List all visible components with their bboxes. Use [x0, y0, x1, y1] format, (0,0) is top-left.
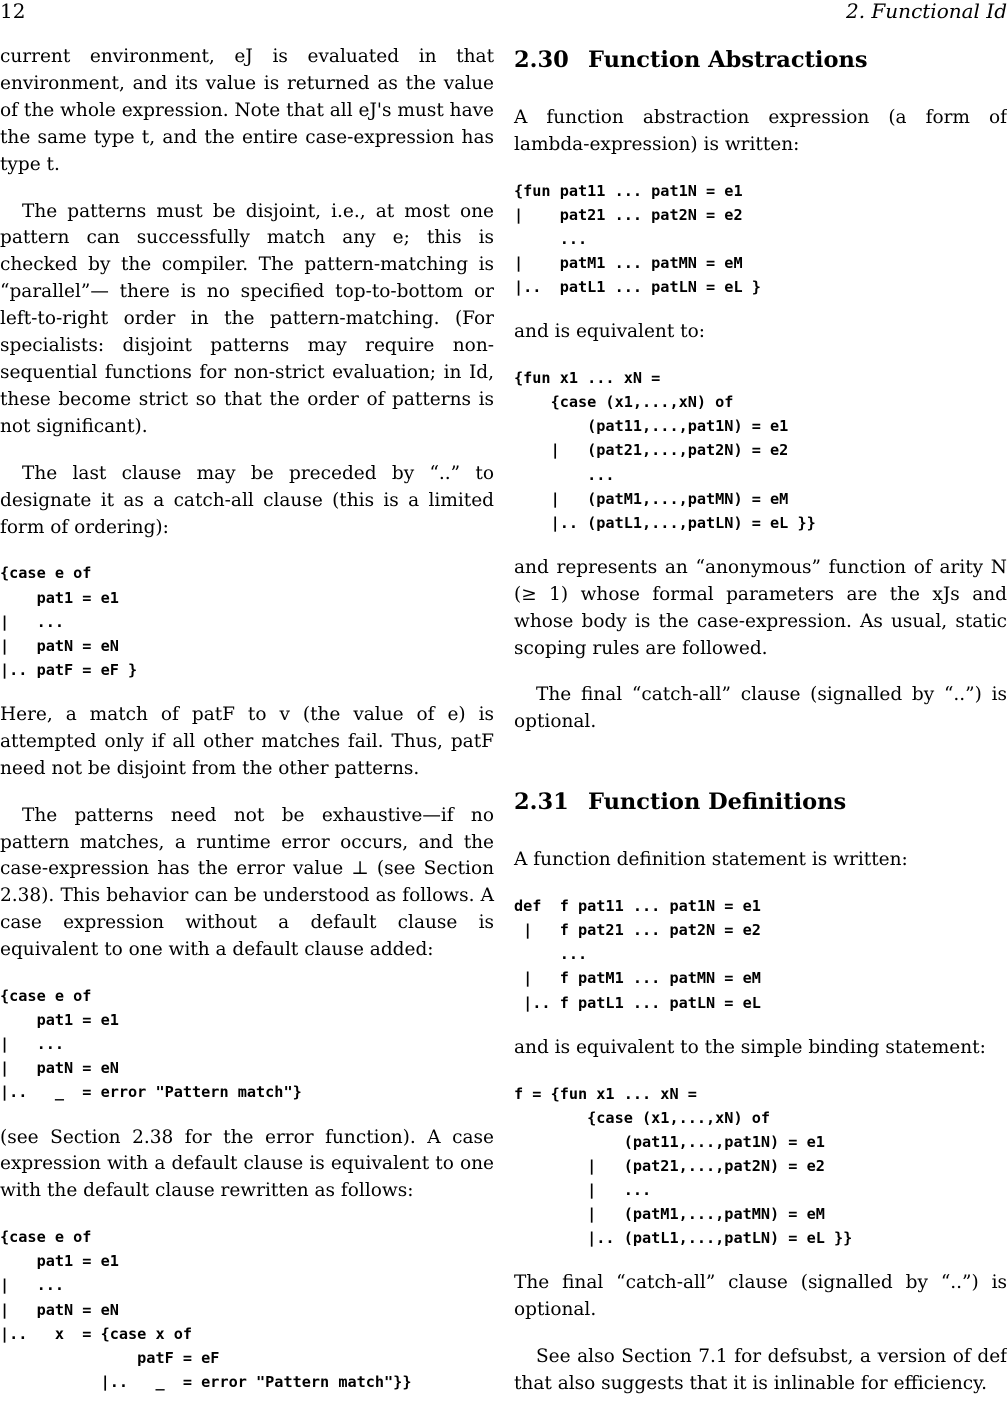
paragraph: The final “catch-all” clause (signalled by “..”) is optional. — [514, 684, 1007, 733]
paragraph: The last clause may be preceded by “..” to designate it as a catch-all clause (this is a limited form of ordering): — [0, 462, 494, 538]
right-column — [514, 44, 1007, 1418]
code-block: {case e of pat1 = e1 | ... | patN = eN |.. x = {case x of patF = eF |.. _ = error "Pattern match"}} — [0, 1228, 412, 1391]
section-number: 2.31 — [514, 789, 569, 816]
paragraph: A function abstraction expression (a form of lambda-expression) is written: — [514, 107, 1007, 155]
section-title: Function Abstractions — [588, 47, 868, 73]
page-number: 12 — [0, 0, 26, 23]
section-title: Function Definitions — [588, 789, 847, 816]
left-column — [0, 44, 494, 1414]
section-heading — [514, 46, 1007, 74]
section-heading — [514, 788, 1007, 816]
paragraph: See also Section 7.1 for defsubst, a version of def that also suggests that it is inlinable for efficiency. — [514, 1346, 1007, 1394]
paragraph: and is equivalent to: — [514, 321, 705, 343]
code-block: {case e of pat1 = e1 | ... | patN = eN |.. _ = error "Pattern match"} — [0, 987, 302, 1102]
paragraph: Here, a match of patF to v (the value of e) is attempted only if all other matches fail. Thus, patF need not be disjoint from the other patterns. — [0, 703, 494, 779]
paragraph: and is equivalent to the simple binding statement: — [514, 1036, 986, 1058]
code-block: {fun pat11 ... pat1N = e1 | pat21 ... pat2N = e2 ... | patM1 ... patMN = eM |.. patL1 ... patLN = eL } — [514, 181, 761, 297]
paragraph: The patterns must be disjoint, i.e., at most one pattern can successfully match any e; this is checked by the compiler. The pattern-matching is “parallel”— there is no specified top-to-bottom or left-to-right order in the pattern-matching. (For specialists: disjoint patterns may require non-sequential functions for non-strict evaluation; in Id, these become strict so that the order of patterns is not significant). — [0, 200, 494, 437]
code-block: def f pat11 ... pat1N = e1 | f pat21 ... pat2N = e2 ... | f patM1 ... patMN = eM |.. f patL1 ... patLN = eL — [514, 897, 761, 1012]
paragraph: (see Section 2.38 for the error function). A case expression with a default clause is equivalent to one with the default clause rewritten as follows: — [0, 1126, 494, 1202]
paragraph: The final “catch-all” clause (signalled by “..”) is optional. — [514, 1272, 1007, 1321]
section-number: 2.30 — [514, 47, 569, 73]
paragraph: The patterns need not be exhaustive—if no pattern matches, a runtime error occurs, and the case-expression has the error value ⊥ (see Section 2.38). This behavior can be understood as follows. A case expression without a default clause is equivalent to one with a default clause added: — [0, 804, 494, 961]
paragraph: A function definition statement is written: — [514, 849, 908, 871]
paragraph: current environment, eJ is evaluated in that environment, and its value is returned as the value of the whole expression. Note that all eJ's must have the same type t, and the entire case-expression has type t. — [0, 46, 494, 175]
code-block: {fun x1 ... xN = {case (x1,...,xN) of (pat11,...,pat1N) = e1 | (pat21,...,pat2N) = e2 ... | (patM1,...,patMN) = eM |.. (patL1,...,patLN) = eL }} — [514, 369, 816, 532]
code-block: f = {fun x1 ... xN = {case (x1,...,xN) of (pat11,...,pat1N) = e1 | (pat21,...,pat2N) = e2 | ... | (patM1,...,patMN) = eM |.. (patL1,...,patLN) = eL }} — [514, 1084, 853, 1248]
paragraph: and represents an “anonymous” function of arity N (≥ 1) whose formal parameters are the xJs and whose body is the case-expression. As usual, static scoping rules are followed. — [514, 556, 1007, 659]
running-header-chapter: 2. Functional Id — [845, 0, 1007, 23]
code-block: {case e of pat1 = e1 | ... | patN = eN |.. patF = eF } — [0, 564, 138, 679]
